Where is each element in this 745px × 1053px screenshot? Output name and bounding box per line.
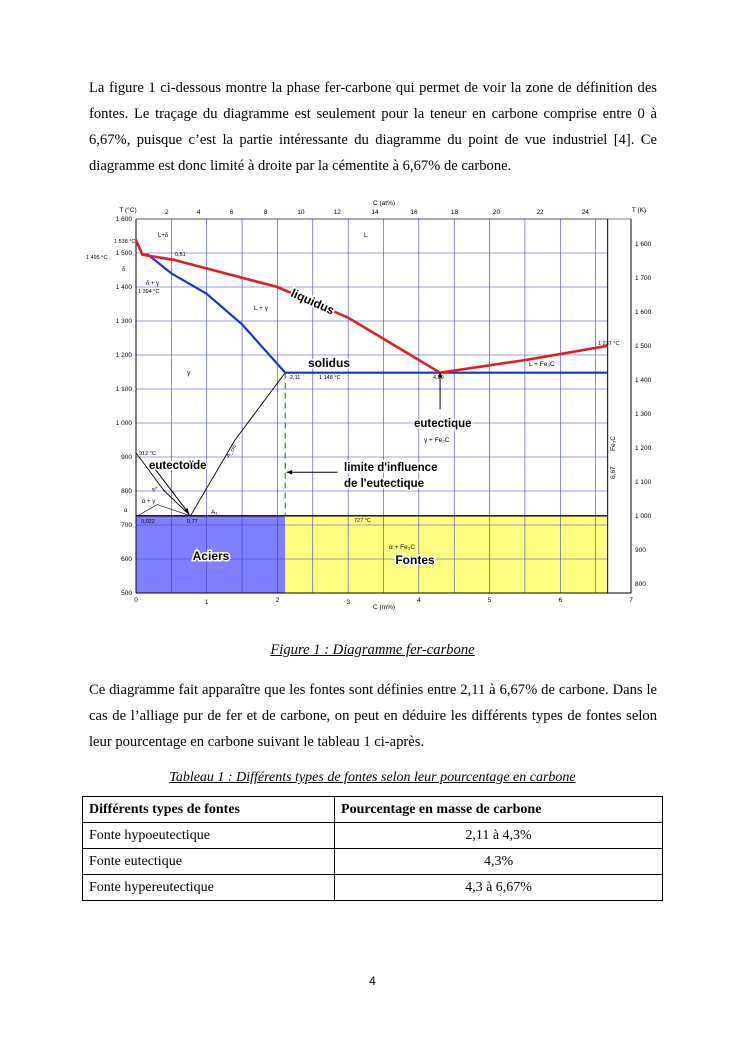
x2-tick-label: 6 bbox=[229, 209, 234, 216]
phase-L-gamma-label: L + γ bbox=[254, 305, 269, 312]
phase-gamma-fe3c-label: γ + Fe₃C bbox=[424, 437, 450, 444]
x-tick-label: 4 bbox=[417, 597, 421, 604]
y-tick-label: 900 bbox=[121, 454, 132, 461]
x-tick-label: 7 bbox=[629, 597, 633, 604]
table-row bbox=[83, 875, 663, 901]
y-tick-label: 1 300 bbox=[115, 318, 132, 325]
phase-alpha-label: α bbox=[124, 508, 128, 514]
cast-iron-types-table bbox=[82, 796, 663, 901]
liquidus-label: liquidus bbox=[288, 285, 337, 318]
cell-percentage: 4,3% bbox=[335, 849, 663, 875]
y2-tick-label: 1 600 bbox=[635, 308, 652, 316]
x-tick-label: 1 bbox=[204, 599, 209, 606]
x2-tick-label: 12 bbox=[333, 209, 341, 216]
y2-tick-label: 1 100 bbox=[635, 478, 652, 486]
y2-tick-label: 1 600 bbox=[635, 240, 652, 248]
cell-percentage: 2,11 à 4,3% bbox=[335, 823, 663, 849]
fontes-label: Fontes bbox=[395, 553, 435, 567]
x2-tick-label: 18 bbox=[450, 209, 459, 216]
intro-paragraph: La figure 1 ci-dessous montre la phase fer-carbone qui permet de voir la zone de définition des fontes. Le traçage du diagramme est seulement pour la teneur en carbone comprise entre 0 à 6,67%, puisque c’est la partie intéressante du diagramme du point de vue industriel [4]. Ce diagramme est donc limité à droite par la cémentite à 6,67% de carbone. bbox=[89, 80, 657, 174]
x2-tick-label: 10 bbox=[297, 209, 305, 216]
t1148-label: 1 148 °C bbox=[319, 375, 341, 381]
y2-tick-label: 1 400 bbox=[635, 376, 652, 384]
eutectoide-label: eutectoïde bbox=[149, 460, 207, 472]
c0022-label: 0,022 bbox=[141, 519, 155, 525]
y-tick-label: 800 bbox=[121, 488, 132, 495]
x2-tick-label: 4 bbox=[196, 209, 201, 216]
phase-fe3c-label: Fe₃C bbox=[610, 436, 617, 451]
phase-alpha-fe3c-label: α + Fe₃C bbox=[389, 544, 416, 551]
phase-L-label: L bbox=[364, 232, 368, 239]
cell-type: Fonte hypereutectique bbox=[83, 875, 335, 901]
x2-tick-label: 8 bbox=[263, 209, 268, 216]
x2-tick-label: 22 bbox=[536, 209, 544, 216]
x2-tick-label: 20 bbox=[492, 209, 501, 216]
region-fontes bbox=[285, 516, 607, 593]
y2-tick-label: 800 bbox=[635, 580, 646, 588]
cell-percentage: 4,3 à 6,67% bbox=[335, 875, 663, 901]
table-row bbox=[83, 849, 663, 875]
y-tick-label: 1 400 bbox=[115, 284, 132, 291]
limite-label-line1: limite d'influence bbox=[344, 462, 438, 474]
y-axis-title: T (°C) bbox=[119, 207, 137, 214]
header-percentage: Pourcentage en masse de carbone bbox=[335, 797, 663, 823]
table-header-row bbox=[83, 797, 663, 823]
t727-label: 727 °C bbox=[354, 518, 371, 524]
aciers-label: Aciers bbox=[192, 549, 230, 563]
series-line-acm bbox=[191, 373, 286, 516]
c077-label: 0,77 bbox=[187, 519, 198, 525]
y-tick-label: 1 200 bbox=[115, 352, 132, 359]
c667-label: 6,67 bbox=[610, 466, 617, 479]
c43-label: 4,30 bbox=[433, 375, 444, 381]
y2-tick-label: 1 700 bbox=[635, 274, 652, 282]
cell-type: Fonte hypoeutectique bbox=[83, 823, 335, 849]
cell-type: Fonte eutectique bbox=[83, 849, 335, 875]
y2-tick-label: 1 200 bbox=[635, 444, 652, 452]
A1-label: A₁ bbox=[211, 509, 218, 516]
x-tick-label: 5 bbox=[487, 597, 492, 604]
Acm-label: A_cm bbox=[225, 443, 239, 460]
y-tick-label: 1 100 bbox=[115, 386, 132, 393]
t1227-label: 1 227 °C bbox=[598, 341, 620, 347]
page-number: 4 bbox=[369, 974, 376, 988]
x-tick-label: 2 bbox=[275, 597, 280, 604]
y-tick-label: 600 bbox=[121, 556, 132, 563]
influence-arrow-head bbox=[287, 470, 293, 475]
phase-delta-label: δ bbox=[122, 267, 126, 273]
after-figure-paragraph: Ce diagramme fait apparaître que les fontes sont définies entre 2,11 à 6,67% de carbone. Dans le cas de l’alliage pur de fer et de carbone, on peut en déduire les différents types de fontes selon leur pourcentage en carbone suivant le tableau 1 ci-après. bbox=[89, 682, 657, 750]
eutectique-label: eutectique bbox=[414, 418, 472, 430]
y-tick-label: 500 bbox=[121, 590, 132, 597]
y-tick-label: 1 000 bbox=[115, 420, 132, 427]
figure-caption: Figure 1 : Diagramme fer-carbone bbox=[270, 642, 475, 658]
phase-gamma-label: γ bbox=[187, 370, 191, 377]
solidus-label: solidus bbox=[308, 356, 351, 370]
y-tick-label: 1 500 bbox=[115, 250, 132, 257]
x2-tick-label: 24 bbox=[581, 209, 589, 216]
y2-axis-title: T (K) bbox=[631, 207, 647, 214]
y2-tick-label: 1 500 bbox=[635, 342, 652, 350]
t1394-label: 1 394 °C bbox=[138, 289, 160, 295]
x2-axis-title: C (at%) bbox=[372, 200, 396, 207]
alpha-boundary-line bbox=[138, 505, 191, 516]
c211-label: 2,11 bbox=[290, 375, 301, 381]
x-axis-title: C (m%) bbox=[372, 604, 396, 611]
c051-label: 0,51 bbox=[175, 252, 186, 258]
y2-tick-label: 1 000 bbox=[635, 512, 652, 520]
phase-alpha-gamma-label: α + γ bbox=[142, 499, 156, 505]
t912-label: 912 °C bbox=[139, 451, 156, 457]
x2-tick-label: 14 bbox=[371, 209, 379, 216]
A3-label: A₃ bbox=[150, 484, 160, 494]
x-tick-label: 6 bbox=[558, 597, 563, 604]
header-types: Différents types de fontes bbox=[83, 797, 335, 823]
t1495-label: 1 495 °C bbox=[86, 255, 108, 261]
y2-tick-label: 900 bbox=[635, 546, 646, 554]
eutectoid-arrow-head bbox=[184, 508, 189, 514]
x-tick-label: 0 bbox=[134, 597, 138, 604]
t1538-label: 1 538 °C bbox=[114, 239, 136, 245]
x2-tick-label: 2 bbox=[165, 209, 169, 216]
phase-L-delta-label: L+δ bbox=[158, 233, 169, 239]
limite-label-line2: de l'eutectique bbox=[344, 478, 425, 490]
table-caption: Tableau 1 : Différents types de fontes selon leur pourcentage en carbone bbox=[169, 770, 576, 785]
iron-carbon-diagram bbox=[84, 196, 664, 616]
phase-L-fe3c-label: L + Fe₃C bbox=[529, 361, 555, 368]
y-tick-label: 1 600 bbox=[115, 216, 132, 223]
y2-tick-label: 1 300 bbox=[635, 410, 652, 418]
x-tick-label: 3 bbox=[346, 599, 350, 606]
y-tick-label: 700 bbox=[121, 522, 132, 529]
table-row bbox=[83, 823, 663, 849]
phase-delta-gamma-label: δ + γ bbox=[146, 281, 160, 287]
x2-tick-label: 16 bbox=[410, 209, 418, 216]
